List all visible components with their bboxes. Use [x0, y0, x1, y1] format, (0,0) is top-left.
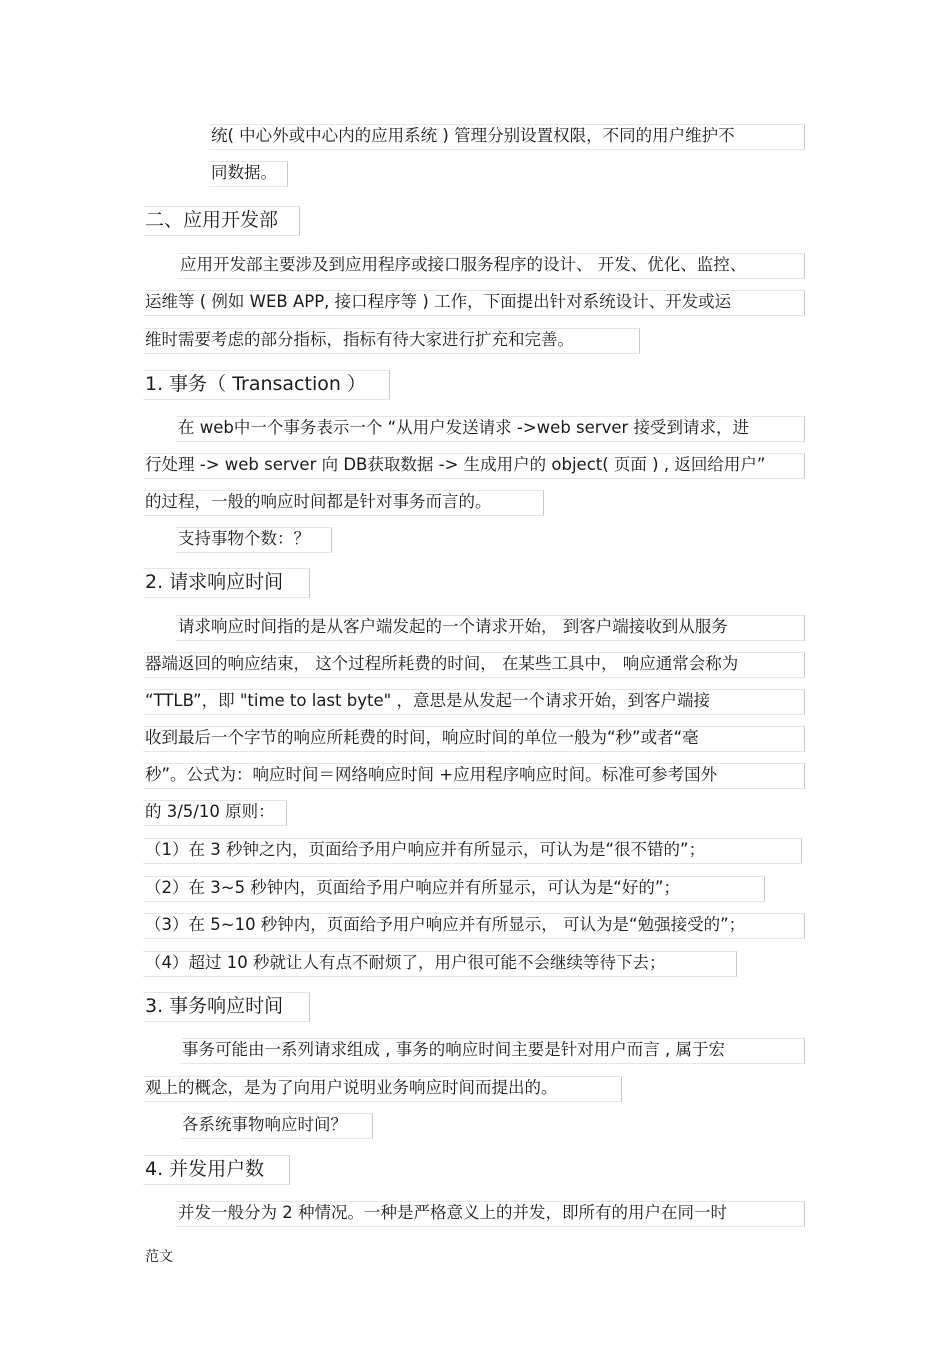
paragraph-line: 并发一般分为 2 种情况。一种是严格意义上的并发，即所有的用户在同一时: [178, 1203, 727, 1222]
list-item: （3）在 5~10 秒钟内，页面给予用户响应并有所显示， 可认为是“勉强接受的”；: [145, 915, 746, 934]
paragraph-line: 观上的概念，是为了向用户说明业务响应时间而提出的。: [145, 1078, 558, 1097]
paragraph-line: 事务可能由一系列请求组成 , 事务的响应时间主要是针对用户而言 , 属于宏: [182, 1040, 725, 1059]
paragraph-line: 的过程，一般的响应时间都是针对事务而言的。: [145, 492, 492, 511]
paragraph-line: 在 web中一个事务表示一个 “从用户发送请求 ->web server 接受到请求，进: [178, 418, 750, 437]
paragraph-line: 运维等 ( 例如 WEB APP, 接口程序等 ) 工作，下面提出针对系统设计、开发或运: [145, 292, 732, 311]
paragraph-line: 各系统事物响应时间？: [182, 1115, 347, 1134]
paragraph-line: 的 3/5/10 原则：: [145, 802, 275, 821]
section-heading: 1. 事务（ Transaction ）: [145, 373, 366, 395]
paragraph-line: 支持事物个数：？: [178, 529, 310, 548]
list-item: （1）在 3 秒钟之内，页面给予用户响应并有所显示，可认为是“很不错的”；: [145, 840, 706, 859]
section-heading: 4. 并发用户数: [145, 1158, 265, 1180]
page-footer: 范文: [145, 1249, 173, 1265]
paragraph-line: 维时需要考虑的部分指标，指标有待大家进行扩充和完善。: [145, 330, 574, 349]
section-heading: 3. 事务响应时间: [145, 995, 284, 1017]
paragraph-line: 请求响应时间指的是从客户端发起的一个请求开始， 到客户端接收到从服务: [178, 617, 728, 636]
paragraph-line: “TTLB”，即 "time to last byte" ，意思是从发起一个请求开始，到客户端接: [145, 691, 710, 710]
list-item: （4）超过 10 秒就让人有点不耐烦了，用户很可能不会继续等待下去；: [145, 953, 666, 972]
paragraph-line: 收到最后一个字节的响应所耗费的时间，响应时间的单位一般为“秒”或者“毫: [145, 728, 699, 747]
section-heading: 二、应用开发部: [145, 209, 279, 231]
paragraph-line: 行处理 -> web server 向 DB获取数据 -> 生成用户的 object( 页面 ) , 返回给用户”: [145, 455, 766, 474]
paragraph-line: 同数据。: [211, 163, 277, 182]
section-heading: 2. 请求响应时间: [145, 571, 284, 593]
paragraph-line: 器端返回的响应结束， 这个过程所耗费的时间， 在某些工具中， 响应通常会称为: [145, 654, 739, 673]
paragraph-line: 应用开发部主要涉及到应用程序或接口服务程序的设计、 开发、优化、监控、: [180, 255, 747, 274]
list-item: （2）在 3~5 秒钟内，页面给予用户响应并有所显示，可认为是“好的”；: [145, 878, 680, 897]
paragraph-line: 秒”。公式为：响应时间＝网络响应时间 +应用程序响应时间。标准可参考国外: [145, 765, 718, 784]
paragraph-line: 统( 中心外或中心内的应用系统 ) 管理分别设置权限，不同的用户维护不: [211, 126, 735, 145]
